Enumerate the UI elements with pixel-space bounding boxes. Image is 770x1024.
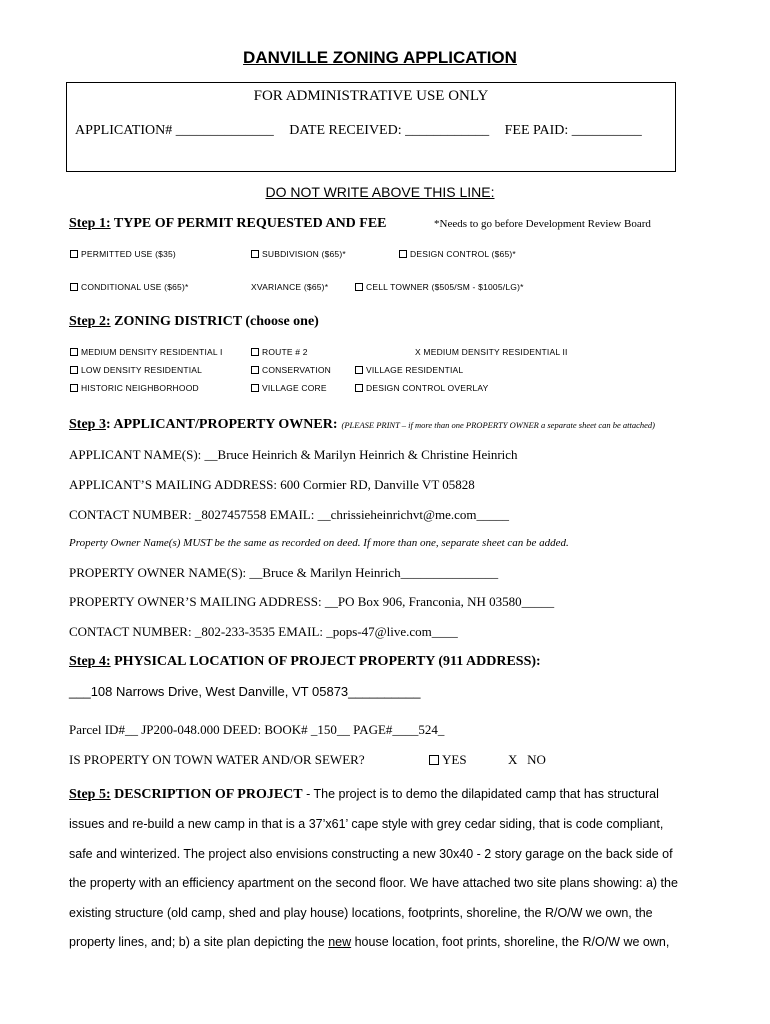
option-village-residential[interactable]: VILLAGE RESIDENTIAL: [355, 365, 463, 375]
checkbox-icon[interactable]: [251, 384, 259, 392]
checkbox-icon[interactable]: [70, 384, 78, 392]
step5-title: DESCRIPTION OF PROJECT: [110, 787, 303, 802]
checkbox-icon[interactable]: [70, 250, 78, 258]
admin-heading: FOR ADMINISTRATIVE USE ONLY: [253, 88, 489, 104]
step3-note: (PLEASE PRINT – if more than one PROPERTY OWNER a separate sheet can be attached): [341, 420, 656, 430]
option-design-overlay[interactable]: DESIGN CONTROL OVERLAY: [355, 383, 488, 393]
checkbox-icon[interactable]: [355, 283, 363, 291]
parcel-info: Parcel ID#__ JP200-048.000 DEED: BOOK# _150__ PAGE#____524_: [69, 722, 445, 737]
date-received-field: DATE RECEIVED: ____________: [289, 123, 490, 138]
description-line-4: the property with an efficiency apartment on the second floor. We have attached two site plans showing: a) the: [69, 876, 678, 890]
step4-label: Step 4:: [69, 654, 111, 669]
checkbox-icon[interactable]: [251, 366, 259, 374]
step3-title: : APPLICANT/PROPERTY OWNER:: [105, 417, 338, 432]
step4-title: PHYSICAL LOCATION OF PROJECT PROPERTY (911 ADDRESS):: [110, 654, 541, 669]
step5-heading: [69, 785, 659, 803]
application-number-field: APPLICATION# ______________: [75, 123, 274, 138]
description-line-2: issues and re-build a new camp in that is a 37’x61’ cape style with grey cedar siding, that is code compliant,: [69, 817, 664, 831]
applicant-names: APPLICANT NAME(S): __Bruce Heinrich & Marilyn Heinrich & Christine Heinrich: [69, 447, 518, 462]
option-historic[interactable]: HISTORIC NEIGHBORHOOD: [70, 383, 199, 393]
property-address: ___108 Narrows Drive, West Danville, VT 05873__________: [69, 684, 421, 699]
option-conditional-use[interactable]: CONDITIONAL USE ($65)*: [70, 282, 189, 292]
option-village-core[interactable]: VILLAGE CORE: [251, 383, 327, 393]
checkbox-icon[interactable]: [429, 755, 439, 765]
step1-note: *Needs to go before Development Review Board: [434, 218, 651, 230]
owner-address: PROPERTY OWNER’S MAILING ADDRESS: __PO Box 906, Franconia, NH 03580_____: [69, 594, 555, 609]
option-cell-tower[interactable]: CELL TOWNER ($505/SM - $1005/LG)*: [355, 282, 524, 292]
step1-title: TYPE OF PERMIT REQUESTED AND FEE: [110, 216, 387, 231]
option-medium-density-2[interactable]: X MEDIUM DENSITY RESIDENTIAL II: [415, 347, 568, 357]
description-line-1: - The project is to demo the dilapidated camp that has structural: [302, 787, 659, 801]
step2-title: ZONING DISTRICT (choose one): [110, 314, 319, 329]
option-low-density[interactable]: LOW DENSITY RESIDENTIAL: [70, 365, 202, 375]
owner-contact: CONTACT NUMBER: _802-233-3535 EMAIL: _pops-47@live.com____: [69, 624, 458, 639]
description-line-3: safe and winterized. The project also envisions constructing a new 30x40 - 2 story garage on the back side of: [69, 847, 673, 861]
fee-paid-field: FEE PAID: __________: [504, 123, 642, 138]
option-subdivision[interactable]: SUBDIVISION ($65)*: [251, 249, 346, 259]
checkbox-icon[interactable]: [399, 250, 407, 258]
applicant-address: APPLICANT’S MAILING ADDRESS: 600 Cormier RD, Danville VT 05828: [69, 477, 475, 492]
option-route-2[interactable]: ROUTE # 2: [251, 347, 308, 357]
do-not-write-line: DO NOT WRITE ABOVE THIS LINE:: [265, 184, 495, 200]
checkbox-icon[interactable]: [251, 348, 259, 356]
applicant-contact: CONTACT NUMBER: _8027457558 EMAIL: __chrissieheinrichvt@me.com_____: [69, 507, 510, 522]
checkbox-icon[interactable]: [355, 366, 363, 374]
owner-note: Property Owner Name(s) MUST be the same as recorded on deed. If more than one, separate sheet can be added.: [69, 537, 569, 549]
page-title: DANVILLE ZONING APPLICATION: [243, 48, 517, 67]
option-medium-density-1[interactable]: MEDIUM DENSITY RESIDENTIAL I: [70, 347, 223, 357]
step1-heading: [69, 216, 387, 232]
option-design-control[interactable]: DESIGN CONTROL ($65)*: [399, 249, 516, 259]
option-permitted-use[interactable]: PERMITTED USE ($35): [70, 249, 176, 259]
step3-label: Step 3: [69, 417, 106, 432]
checkbox-icon[interactable]: [70, 366, 78, 374]
step4-heading: [69, 654, 541, 670]
option-variance[interactable]: XVARIANCE ($65)*: [251, 282, 329, 292]
step2-heading: [69, 314, 319, 330]
option-yes[interactable]: YES: [429, 752, 467, 768]
admin-fields: [75, 123, 654, 139]
checkbox-icon[interactable]: [70, 348, 78, 356]
step5-label: Step 5:: [69, 787, 111, 802]
step1-label: Step 1:: [69, 216, 111, 231]
option-conservation[interactable]: CONSERVATION: [251, 365, 331, 375]
checkbox-icon[interactable]: [251, 250, 259, 258]
water-sewer-question: IS PROPERTY ON TOWN WATER AND/OR SEWER?: [69, 752, 365, 767]
checkbox-icon[interactable]: [355, 384, 363, 392]
step2-label: Step 2:: [69, 314, 111, 329]
owner-names: PROPERTY OWNER NAME(S): __Bruce & Marilyn Heinrich_______________: [69, 565, 499, 580]
option-no[interactable]: X NO: [508, 752, 546, 767]
description-line-5: existing structure (old camp, shed and play house) locations, footprints, shoreline, the R/O/W we own, the: [69, 906, 653, 920]
step3-heading: [69, 415, 655, 433]
description-line-6: property lines, and; b) a site plan depicting the new house location, foot prints, shoreline, the R/O/W we own,: [69, 935, 670, 949]
checkbox-icon[interactable]: [70, 283, 78, 291]
